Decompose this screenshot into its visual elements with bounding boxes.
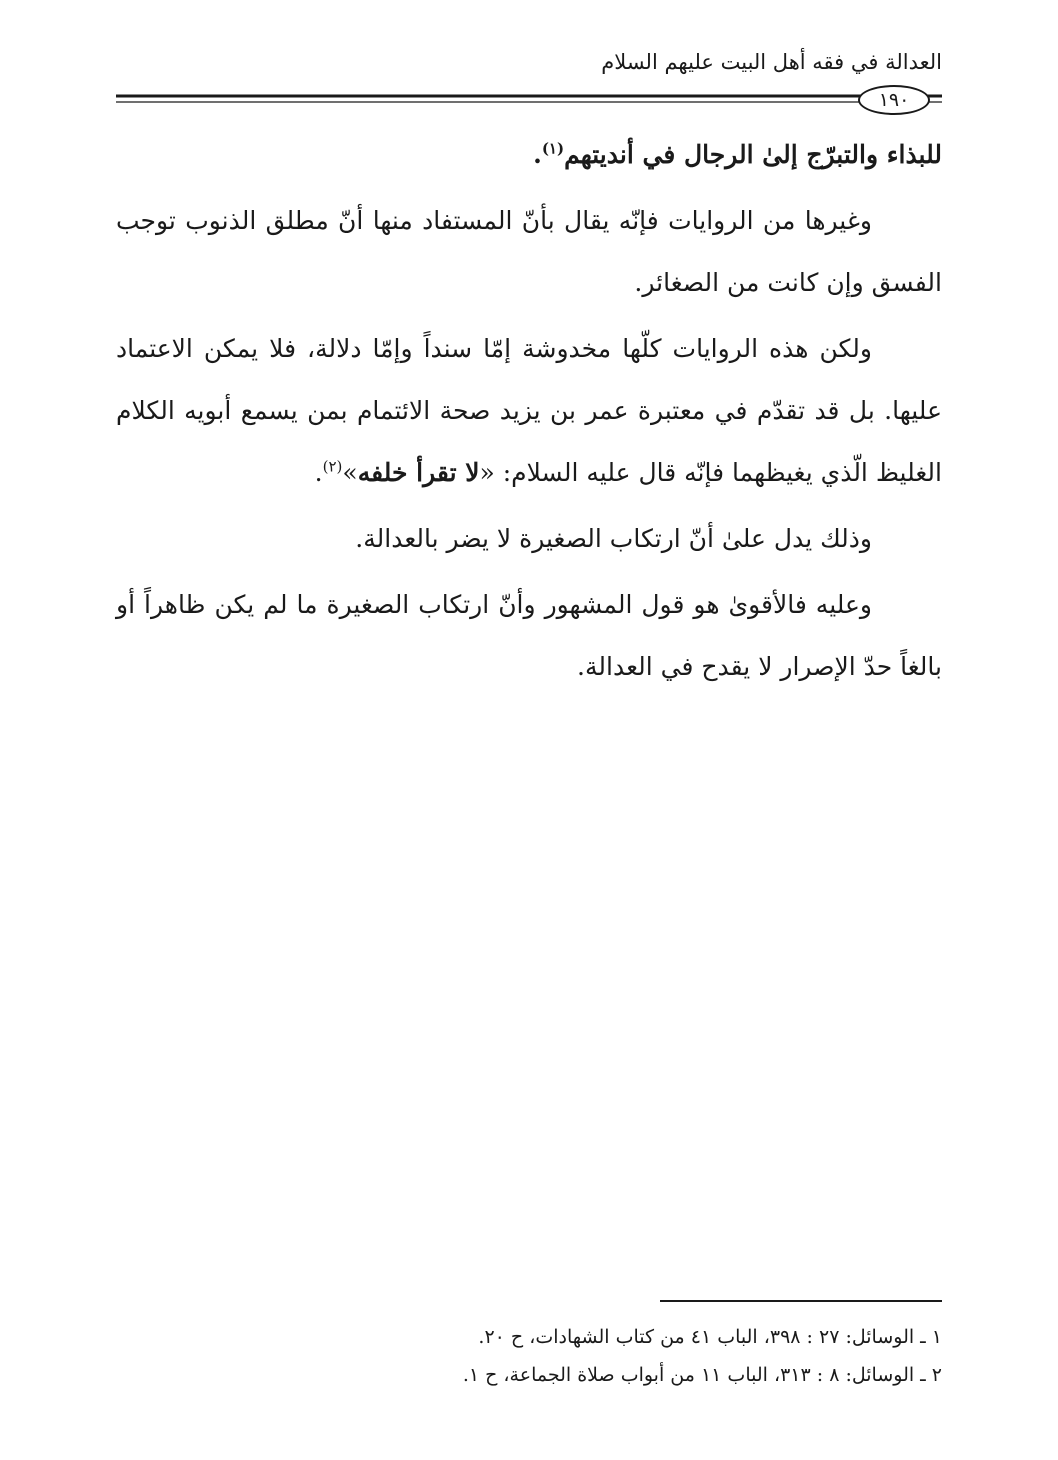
paragraph-4: وذلك يدل علىٰ أنّ ارتكاب الصغيرة لا يضر بالعدالة. bbox=[355, 524, 872, 553]
paragraph-3 bbox=[116, 318, 942, 504]
paragraph-2: وغيرها من الروايات فإنّه يقال بأنّ المستفاد منها أنّ مطلق الذنوب توجب الفسق وإن كانت من الصغائر. bbox=[116, 206, 942, 297]
header-rule bbox=[116, 92, 942, 110]
footnote-ref-1[interactable]: (١) bbox=[541, 139, 565, 158]
paragraph-1 bbox=[116, 124, 942, 186]
paragraph-3-end: . bbox=[314, 458, 323, 487]
footnote-separator bbox=[660, 1300, 942, 1302]
paragraph-3-text: ولكن هذه الروايات كلّها مخدوشة إمّا سنداً وإمّا دلالة، فلا يمكن الاعتماد عليها. بل قد تقدّم في معتبرة عمر بن يزيد صحة الائتمام بمن يسمع أبويه الكلام الغليظ الّذي يغيظهما فإنّه قال عليه السلام: « bbox=[116, 334, 942, 487]
quote-close: » bbox=[342, 458, 358, 487]
page-number: ١٩٠ bbox=[858, 85, 930, 115]
footnotes bbox=[116, 1318, 942, 1394]
running-title: العدالة في فقه أهل البيت عليهم السلام bbox=[601, 50, 942, 74]
paragraph-1-end: . bbox=[533, 140, 542, 169]
footnote-1: ١ ـ الوسائل: ٢٧ : ٣٩٨، الباب ٤١ من كتاب الشهادات، ح ٢٠. bbox=[478, 1326, 942, 1348]
paragraph-5: وعليه فالأقوىٰ هو قول المشهور وأنّ ارتكاب الصغيرة ما لم يكن ظاهراً أو بالغاً حدّ الإصرار لا يقدح في العدالة. bbox=[116, 590, 942, 681]
body-text bbox=[116, 124, 942, 698]
paragraph-1-text: للبذاء والتبرّج إلىٰ الرجال في أنديتهم bbox=[564, 140, 942, 169]
footnote-2: ٢ ـ الوسائل: ٨ : ٣١٣، الباب ١١ من أبواب صلاة الجماعة، ح ١. bbox=[462, 1364, 942, 1386]
hadith-quote: لا تقرأ خلفه bbox=[357, 458, 480, 487]
footnote-ref-2[interactable]: (٢) bbox=[322, 457, 343, 476]
